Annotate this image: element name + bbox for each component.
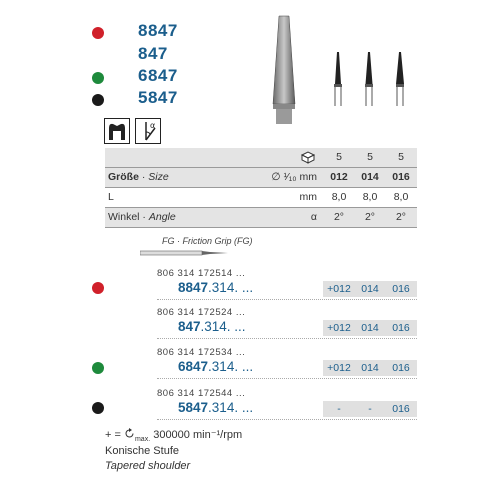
- label-separator: ·: [139, 211, 149, 223]
- angle-row: [105, 208, 417, 227]
- angle-value: 2°: [395, 211, 407, 223]
- speed-sub: max.: [134, 436, 151, 444]
- pack-row: [105, 148, 417, 167]
- size-availability: 014: [354, 281, 386, 297]
- black-dot-icon: [92, 402, 104, 414]
- size-value: 016: [392, 171, 410, 183]
- angle-unit: α: [310, 211, 317, 223]
- length-value: 8,0: [331, 191, 347, 203]
- speed-note: [105, 428, 242, 443]
- size-availability: 016: [385, 360, 417, 376]
- size-value: 012: [330, 171, 348, 183]
- variant-code: 6847: [138, 66, 178, 85]
- length-unit: mm: [299, 191, 317, 203]
- black-dot-icon: [92, 94, 104, 106]
- length-value: 8,0: [362, 191, 378, 203]
- size-value: 014: [361, 171, 379, 183]
- shank-label: FG · Friction Grip (FG): [162, 236, 253, 246]
- variant-code: 8847: [138, 21, 178, 40]
- angle-label-en: Angle: [148, 211, 176, 223]
- article-ref: 806 314 172534 ...: [157, 347, 246, 358]
- green-dot-icon: [92, 362, 104, 374]
- speed-prefix: + =: [105, 429, 121, 441]
- angle-label-de: Winkel: [108, 211, 140, 223]
- divider: [157, 338, 417, 339]
- size-availability: 016: [385, 281, 417, 297]
- bur-image: [262, 12, 322, 124]
- article-number: 8847.314. ...: [178, 280, 254, 295]
- article-ref: 806 314 172544 ...: [157, 388, 246, 399]
- shoulder-label-en: Tapered shoulder: [105, 460, 191, 472]
- bur-size-icon: [390, 50, 410, 108]
- svg-text:α: α: [150, 121, 156, 130]
- angle-icon: [135, 118, 161, 144]
- article-ref: 806 314 172514 ...: [157, 268, 246, 279]
- rotation-icon: [124, 428, 135, 439]
- shoulder-label-de: Konische Stufe: [105, 445, 179, 457]
- red-dot-icon: [92, 27, 104, 39]
- shank-icon: [140, 248, 230, 258]
- green-dot-icon: [92, 72, 104, 84]
- article-number: 847.314. ...: [178, 319, 246, 334]
- size-availability: +012: [323, 360, 355, 376]
- size-unit: ∅ ¹⁄₁₀ mm: [271, 171, 317, 183]
- package-icon: [300, 151, 316, 164]
- crown-preparation-icon: [104, 118, 130, 144]
- length-row: [105, 188, 417, 207]
- pack-quantity: 5: [398, 151, 404, 163]
- pack-quantity: 5: [336, 151, 342, 163]
- size-availability: -: [354, 401, 386, 417]
- divider: [157, 419, 417, 420]
- size-availability: +012: [323, 320, 355, 336]
- size-availability: 016: [385, 401, 417, 417]
- pack-quantity: 5: [367, 151, 373, 163]
- divider: [105, 227, 417, 228]
- red-dot-icon: [92, 282, 104, 294]
- label-separator: ·: [138, 171, 149, 183]
- divider: [157, 378, 417, 379]
- speed-value: 300000 min⁻¹/rpm: [153, 429, 243, 441]
- article-number: 5847.314. ...: [178, 400, 254, 415]
- size-availability: 014: [354, 360, 386, 376]
- length-value: 8,0: [393, 191, 409, 203]
- variant-code: 5847: [138, 88, 178, 107]
- angle-value: 2°: [333, 211, 345, 223]
- size-availability: 016: [385, 320, 417, 336]
- size-row: [105, 168, 417, 187]
- size-availability: 014: [354, 320, 386, 336]
- length-label: L: [108, 191, 114, 203]
- size-availability: +012: [323, 281, 355, 297]
- variant-code: 847: [138, 44, 168, 63]
- article-ref: 806 314 172524 ...: [157, 307, 246, 318]
- bur-size-icon: [328, 50, 348, 108]
- size-availability: -: [323, 401, 355, 417]
- size-label-en: Size: [148, 171, 169, 183]
- angle-value: 2°: [364, 211, 376, 223]
- divider: [157, 299, 417, 300]
- bur-size-icon: [359, 50, 379, 108]
- size-label-de: Größe: [108, 171, 139, 183]
- article-number: 6847.314. ...: [178, 359, 254, 374]
